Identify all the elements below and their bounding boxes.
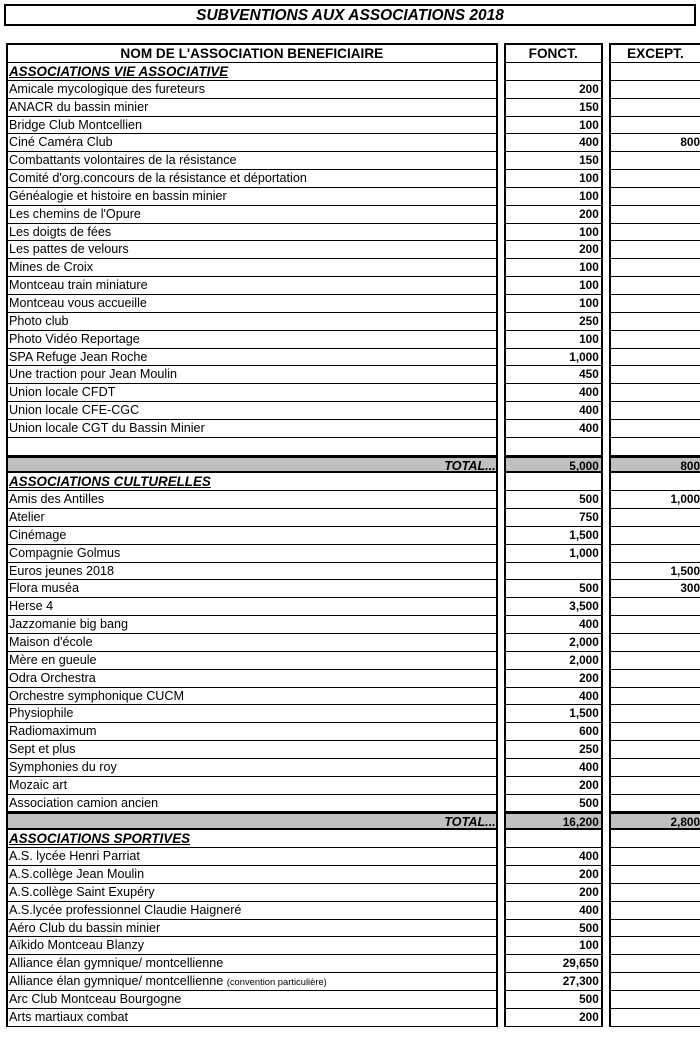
total-row-label: TOTAL... (6, 456, 498, 474)
table-row-label: Photo club (6, 313, 498, 331)
table-row-except (609, 848, 700, 866)
table-row-fonct: 500 (504, 795, 603, 813)
table-row (6, 402, 700, 420)
table-row (6, 973, 700, 991)
table-row (6, 616, 700, 634)
table-row (6, 188, 700, 206)
table-row-except (609, 99, 700, 117)
table-row (6, 117, 700, 135)
table-row-fonct: 1,500 (504, 527, 603, 545)
table-row (6, 688, 700, 706)
blank-row-label (6, 438, 498, 456)
table-row-fonct: 100 (504, 331, 603, 349)
table-row-except (609, 741, 700, 759)
table-row-except (609, 723, 700, 741)
table-row (6, 313, 700, 331)
table-row (6, 545, 700, 563)
table-row (6, 384, 700, 402)
table-row-label: Orchestre symphonique CUCM (6, 688, 498, 706)
table-row-label: Odra Orchestra (6, 670, 498, 688)
column-header-except: EXCEPT. (609, 43, 700, 63)
table-row-except (609, 402, 700, 420)
table-row-label: Herse 4 (6, 598, 498, 616)
total-row (6, 812, 700, 830)
table-row-except: 1,000 (609, 491, 700, 509)
table-row-fonct: 100 (504, 259, 603, 277)
table-row-except (609, 331, 700, 349)
table-row-except (609, 241, 700, 259)
table-row-label: Physiophile (6, 705, 498, 723)
table-row-fonct: 200 (504, 241, 603, 259)
table-row-except (609, 81, 700, 99)
table-row-label: SPA Refuge Jean Roche (6, 349, 498, 367)
table-row-fonct: 2,000 (504, 652, 603, 670)
blank-row-except (609, 438, 700, 456)
table-row-label: Maison d'école (6, 634, 498, 652)
table-row (6, 206, 700, 224)
blank-row (6, 438, 700, 456)
table-row-label: Comité d'org.concours de la résistance et déportation (6, 170, 498, 188)
table-row-label (6, 973, 498, 991)
table-row-label: Les chemins de l'Opure (6, 206, 498, 224)
table-row (6, 759, 700, 777)
section-heading-except (609, 473, 700, 491)
table-row (6, 99, 700, 117)
table-row-except (609, 705, 700, 723)
table-row-label: Union locale CFDT (6, 384, 498, 402)
total-row-fonct: 16,200 (504, 812, 603, 830)
association-note: (convention particulière) (226, 976, 327, 988)
table-row-except (609, 259, 700, 277)
table-row-fonct: 500 (504, 491, 603, 509)
table-row-label: Combattants volontaires de la résistance (6, 152, 498, 170)
section-heading (6, 830, 700, 848)
document-title: SUBVENTIONS AUX ASSOCIATIONS 2018 (4, 4, 696, 26)
table-row-label: Amis des Antilles (6, 491, 498, 509)
table-row-label: A.S.collège Jean Moulin (6, 866, 498, 884)
table-row-fonct: 400 (504, 759, 603, 777)
section-heading-fonct (504, 830, 603, 848)
table-row-fonct: 200 (504, 670, 603, 688)
table-row (6, 491, 700, 509)
table-row-fonct: 750 (504, 509, 603, 527)
table-row-label: Généalogie et histoire en bassin minier (6, 188, 498, 206)
total-row-except: 800 (609, 456, 700, 474)
table-row-fonct: 200 (504, 1009, 603, 1027)
table-row-label: Mines de Croix (6, 259, 498, 277)
table-row (6, 509, 700, 527)
table-row-fonct: 600 (504, 723, 603, 741)
total-row-except: 2,800 (609, 812, 700, 830)
table-row-label: A.S. lycée Henri Parriat (6, 848, 498, 866)
table-row-except (609, 420, 700, 438)
table-row-label: Compagnie Golmus (6, 545, 498, 563)
table-row-except (609, 277, 700, 295)
table-row-fonct: 400 (504, 134, 603, 152)
table-row (6, 848, 700, 866)
table-row-fonct: 200 (504, 777, 603, 795)
table-row (6, 349, 700, 367)
section-heading-except (609, 63, 700, 81)
table-row-fonct: 100 (504, 224, 603, 242)
table-row-fonct: 100 (504, 170, 603, 188)
table-row-except (609, 598, 700, 616)
table-row-label: Ciné Caméra Club (6, 134, 498, 152)
table-row-except (609, 759, 700, 777)
table-row-label: ANACR du bassin minier (6, 99, 498, 117)
table-row-fonct: 200 (504, 884, 603, 902)
section-heading-label: ASSOCIATIONS VIE ASSOCIATIVE (6, 63, 498, 81)
table-row-fonct: 400 (504, 420, 603, 438)
table-row-fonct: 100 (504, 117, 603, 135)
table-row-except (609, 955, 700, 973)
table-row-except (609, 634, 700, 652)
table-row-except (609, 884, 700, 902)
table-row-label: Mère en gueule (6, 652, 498, 670)
table-row (6, 224, 700, 242)
table-row-label: Les doigts de fées (6, 224, 498, 242)
table-row-label: Cinémage (6, 527, 498, 545)
table-row-label: Alliance élan gymnique/ montcellienne (6, 955, 498, 973)
table-row-except (609, 295, 700, 313)
table-row-except: 300 (609, 580, 700, 598)
table-row-except (609, 224, 700, 242)
table-row-except (609, 937, 700, 955)
section-heading-fonct (504, 473, 603, 491)
section-heading (6, 63, 700, 81)
table-row (6, 170, 700, 188)
table-row (6, 277, 700, 295)
table-row-label: A.S.collège Saint Exupéry (6, 884, 498, 902)
table-row-label: Bridge Club Montcellien (6, 117, 498, 135)
table-row-label: Euros jeunes 2018 (6, 563, 498, 581)
table-row (6, 955, 700, 973)
table-row-except (609, 384, 700, 402)
table-row-except (609, 206, 700, 224)
table-row-fonct: 400 (504, 384, 603, 402)
subsidies-table (6, 43, 700, 1027)
table-row (6, 580, 700, 598)
table-row-fonct: 29,650 (504, 955, 603, 973)
table-row-fonct: 3,500 (504, 598, 603, 616)
table-row-except (609, 652, 700, 670)
table-row-label: Arts martiaux combat (6, 1009, 498, 1027)
table-row-except (609, 349, 700, 367)
table-row-label: Radiomaximum (6, 723, 498, 741)
table-row-fonct: 400 (504, 848, 603, 866)
table-row (6, 920, 700, 938)
table-row-fonct: 27,300 (504, 973, 603, 991)
table-row (6, 670, 700, 688)
table-row-except (609, 170, 700, 188)
table-row-fonct: 100 (504, 188, 603, 206)
table-row-except (609, 991, 700, 1009)
table-row-except (609, 1009, 700, 1027)
table-row-fonct: 500 (504, 920, 603, 938)
table-row-fonct: 150 (504, 99, 603, 117)
table-row-label: Flora muséa (6, 580, 498, 598)
table-row-label: Photo Vidéo Reportage (6, 331, 498, 349)
table-row-fonct: 1,000 (504, 545, 603, 563)
table-row-fonct: 200 (504, 206, 603, 224)
table-row-label: Aéro Club du bassin minier (6, 920, 498, 938)
table-row-label: Montceau train miniature (6, 277, 498, 295)
table-row-fonct (504, 563, 603, 581)
table-row-except (609, 117, 700, 135)
table-row-label: Arc Club Montceau Bourgogne (6, 991, 498, 1009)
table-row-except: 1,500 (609, 563, 700, 581)
table-row-except: 800 (609, 134, 700, 152)
table-row-except (609, 920, 700, 938)
table-row-label: Union locale CFE-CGC (6, 402, 498, 420)
table-row-fonct: 400 (504, 902, 603, 920)
table-row (6, 81, 700, 99)
table-row (6, 366, 700, 384)
table-row-fonct: 100 (504, 277, 603, 295)
table-row-except (609, 545, 700, 563)
table-row-label: Union locale CGT du Bassin Minier (6, 420, 498, 438)
table-row (6, 295, 700, 313)
table-row-fonct: 450 (504, 366, 603, 384)
table-row-except (609, 527, 700, 545)
table-row-label: Association camion ancien (6, 795, 498, 813)
table-row (6, 902, 700, 920)
table-row-fonct: 1,000 (504, 349, 603, 367)
table-row (6, 795, 700, 813)
table-row (6, 652, 700, 670)
table-row-except (609, 152, 700, 170)
table-row (6, 777, 700, 795)
table-row (6, 259, 700, 277)
table-row (6, 1009, 700, 1027)
association-name: Alliance élan gymnique/ montcellienne (9, 974, 224, 989)
table-row (6, 134, 700, 152)
table-row-label: Sept et plus (6, 741, 498, 759)
table-row-except (609, 902, 700, 920)
section-heading-fonct (504, 63, 603, 81)
table-row-fonct: 200 (504, 81, 603, 99)
table-row (6, 991, 700, 1009)
table-row-except (609, 366, 700, 384)
table-row-except (609, 313, 700, 331)
table-row (6, 598, 700, 616)
table-row-except (609, 616, 700, 634)
table-row (6, 563, 700, 581)
table-row (6, 866, 700, 884)
total-row (6, 456, 700, 474)
table-row (6, 741, 700, 759)
table-row-label: Jazzomanie big bang (6, 616, 498, 634)
table-row-fonct: 1,500 (504, 705, 603, 723)
table-row-except (609, 795, 700, 813)
table-row-label: Mozaic art (6, 777, 498, 795)
table-row-label: A.S.lycée professionnel Claudie Haigneré (6, 902, 498, 920)
column-header-fonct: FONCT. (504, 43, 603, 63)
section-heading-label: ASSOCIATIONS SPORTIVES (6, 830, 498, 848)
table-row (6, 527, 700, 545)
table-row-except (609, 866, 700, 884)
table-row-except (609, 688, 700, 706)
section-heading (6, 473, 700, 491)
table-row-except (609, 777, 700, 795)
table-row-fonct: 250 (504, 313, 603, 331)
table-row (6, 331, 700, 349)
table-row-fonct: 400 (504, 402, 603, 420)
table-row-label: Une traction pour Jean Moulin (6, 366, 498, 384)
section-heading-except (609, 830, 700, 848)
table-row-except (609, 973, 700, 991)
table-row (6, 884, 700, 902)
table-row-fonct: 400 (504, 688, 603, 706)
table-row-fonct: 500 (504, 580, 603, 598)
table-row-fonct: 150 (504, 152, 603, 170)
column-header-name: NOM DE L'ASSOCIATION BENEFICIAIRE (6, 43, 498, 63)
table-row-except (609, 670, 700, 688)
table-row-except (609, 509, 700, 527)
table-row (6, 420, 700, 438)
table-row-fonct: 400 (504, 616, 603, 634)
table-row-fonct: 500 (504, 991, 603, 1009)
table-row (6, 152, 700, 170)
table-row-fonct: 100 (504, 937, 603, 955)
table-row (6, 723, 700, 741)
table-row (6, 634, 700, 652)
table-row-label: Symphonies du roy (6, 759, 498, 777)
total-row-fonct: 5,000 (504, 456, 603, 474)
table-row-fonct: 2,000 (504, 634, 603, 652)
table-header (6, 43, 700, 63)
table-row (6, 705, 700, 723)
total-row-label: TOTAL... (6, 812, 498, 830)
table-row (6, 937, 700, 955)
section-heading-label: ASSOCIATIONS CULTURELLES (6, 473, 498, 491)
table-row-label: Amicale mycologique des fureteurs (6, 81, 498, 99)
table-row (6, 241, 700, 259)
table-row-label: Aïkido Montceau Blanzy (6, 937, 498, 955)
blank-row-fonct (504, 438, 603, 456)
table-row-label: Montceau vous accueille (6, 295, 498, 313)
table-row-label: Atelier (6, 509, 498, 527)
table-row-fonct: 200 (504, 866, 603, 884)
table-row-fonct: 250 (504, 741, 603, 759)
table-row-except (609, 188, 700, 206)
table-row-label: Les pattes de velours (6, 241, 498, 259)
table-row-fonct: 100 (504, 295, 603, 313)
